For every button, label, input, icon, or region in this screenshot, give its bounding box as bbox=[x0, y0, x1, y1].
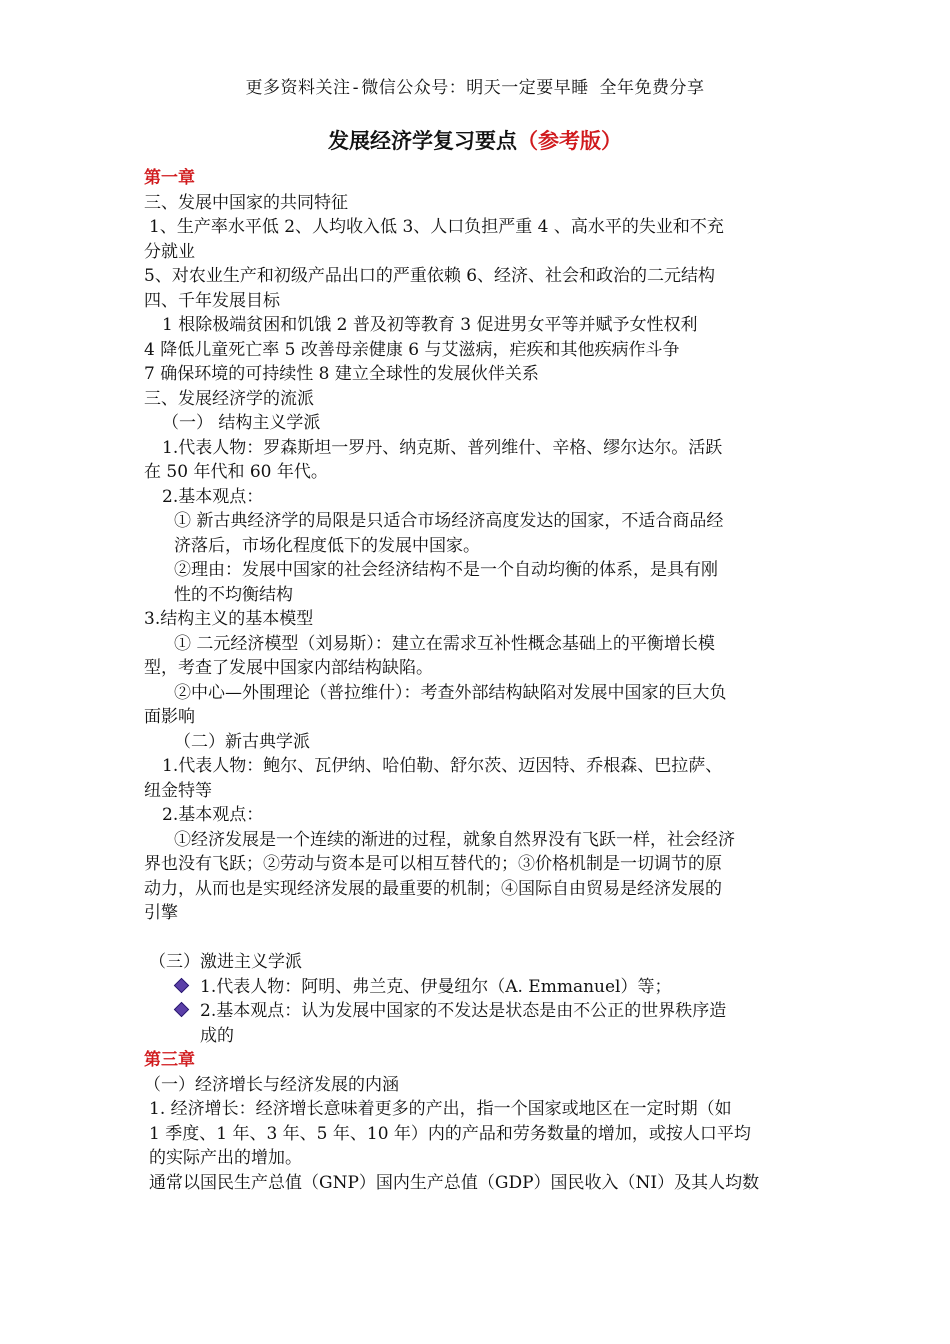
text-line: 动力，从而也是实现经济发展的最重要的机制；④国际自由贸易是经济发展的 bbox=[144, 878, 722, 899]
text-line: ②理由：发展中国家的社会经济结构不是一个自动均衡的体系，是具有刚 bbox=[174, 560, 718, 580]
text-line: 2.基本观点： bbox=[162, 805, 264, 825]
text-line: 纽金特等 bbox=[144, 780, 212, 801]
text-line: （一）经济增长与经济发展的内涵 bbox=[144, 1074, 399, 1095]
text-line: 界也没有飞跃；②劳动与资本是可以相互替代的；③价格机制是一切调节的原 bbox=[144, 854, 722, 874]
text-line: 1 根除极端贫困和饥饿 2 普及初等教育 3 促进男女平等并赋予女性权利 bbox=[162, 315, 698, 335]
document-title bbox=[0, 126, 950, 156]
text-line: 三、发展中国家的共同特征 bbox=[144, 192, 348, 213]
text-line: 2.基本观点： bbox=[162, 486, 264, 507]
text-line: 面影响 bbox=[144, 707, 195, 727]
text-line: ① 二元经济模型（刘易斯）：建立在需求互补性概念基础上的平衡增长模 bbox=[174, 633, 715, 654]
title-suffix: （参考版） bbox=[517, 128, 622, 153]
text-line bbox=[144, 975, 812, 1000]
text-line bbox=[144, 999, 812, 1024]
text-line: 性的不均衡结构 bbox=[174, 584, 293, 605]
text-line: 型，考查了发展中国家内部结构缺陷。 bbox=[144, 658, 433, 678]
text-line: 成的 bbox=[200, 1025, 234, 1046]
promo-header: 更多资料关注-微信公众号：明天一定要早睡 全年免费分享 bbox=[245, 78, 705, 98]
text-line: 分就业 bbox=[144, 241, 195, 262]
bullet-text: 1.代表人物：阿明、弗兰克、伊曼纽尔（A. Emmanuel）等； bbox=[200, 976, 672, 997]
text-line: 1、生产率水平低 2、人均收入低 3、人口负担严重 4 、高水平的失业和不充 bbox=[149, 217, 724, 237]
text-line: 的实际产出的增加。 bbox=[149, 1148, 302, 1168]
text-line: ②中心—外围理论（普拉维什）：考查外部结构缺陷对发展中国家的巨大负 bbox=[174, 682, 727, 703]
text-line: 7 确保环境的可持续性 8 建立全球性的发展伙伴关系 bbox=[144, 364, 539, 384]
text-line: 1.代表人物：罗森斯坦一罗丹、纳克斯、普列维什、辛格、缪尔达尔。活跃 bbox=[162, 437, 723, 458]
text-line: （二）新古典学派 bbox=[174, 731, 310, 752]
chapter-heading: 第一章 bbox=[144, 168, 195, 188]
text-line: 通常以国民生产总值（GNP）国内生产总值（GDP）国民收入（NI）及其人均数 bbox=[149, 1172, 760, 1193]
text-line: 3.结构主义的基本模型 bbox=[144, 609, 314, 629]
text-line: （三）激进主义学派 bbox=[149, 952, 302, 972]
diamond-bullet-icon bbox=[174, 1002, 190, 1018]
text-line: 1.代表人物：鲍尔、瓦伊纳、哈伯勒、舒尔茨、迈因特、乔根森、巴拉萨、 bbox=[162, 756, 723, 776]
blank-line bbox=[144, 926, 812, 951]
diamond-bullet-icon bbox=[174, 977, 190, 993]
text-line: 在 50 年代和 60 年代。 bbox=[144, 462, 328, 482]
chapter-heading: 第三章 bbox=[144, 1050, 195, 1070]
text-line: 5、对农业生产和初级产品出口的严重依赖 6、经济、社会和政治的二元结构 bbox=[144, 266, 716, 286]
text-line: ①经济发展是一个连续的渐进的过程，就象自然界没有飞跃一样，社会经济 bbox=[174, 829, 735, 850]
text-line: ① 新古典经济学的局限是只适合市场经济高度发达的国家，不适合商品经 bbox=[174, 511, 724, 531]
text-line: 1 季度、1 年、3 年、5 年、10 年）内的产品和劳务数量的增加，或按人口平均 bbox=[149, 1123, 751, 1144]
text-line: 济落后，市场化程度低下的发展中国家。 bbox=[174, 535, 480, 556]
text-line: 1. 经济增长：经济增长意味着更多的产出，指一个国家或地区在一定时期（如 bbox=[149, 1099, 732, 1119]
bullet-text: 2.基本观点：认为发展中国家的不发达是状态是由不公正的世界秩序造 bbox=[200, 1001, 727, 1021]
text-line: 4 降低儿童死亡率 5 改善母亲健康 6 与艾滋病，疟疾和其他疾病作斗争 bbox=[144, 339, 680, 360]
document-body bbox=[144, 166, 812, 1195]
text-line: （一） 结构主义学派 bbox=[162, 413, 321, 433]
title-main: 发展经济学复习要点 bbox=[328, 128, 517, 153]
text-line: 四、千年发展目标 bbox=[144, 290, 280, 311]
text-line: 引擎 bbox=[144, 903, 178, 923]
text-line: 三、发展经济学的流派 bbox=[144, 388, 314, 409]
